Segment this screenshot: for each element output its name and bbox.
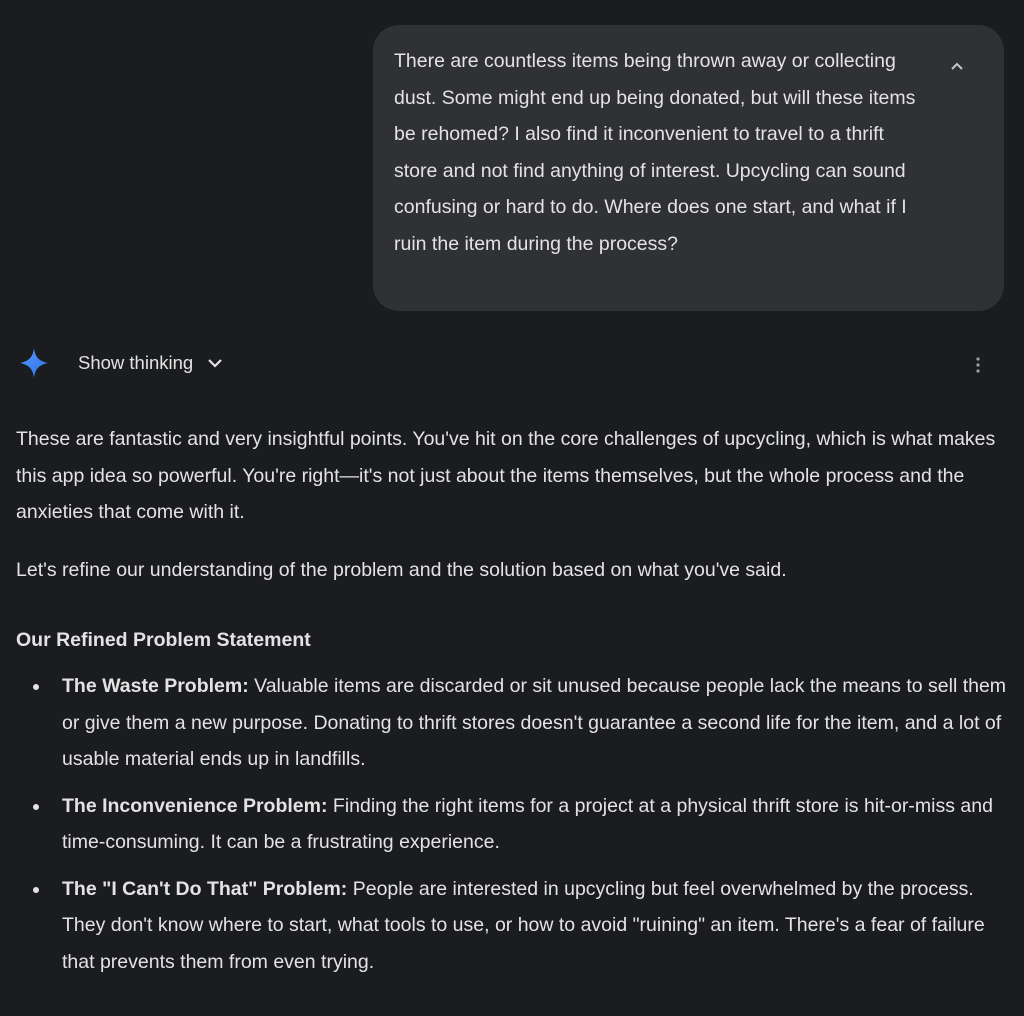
list-item <box>62 788 1011 861</box>
show-thinking-label: Show thinking <box>78 352 194 373</box>
chevron-up-icon <box>950 61 964 71</box>
chevron-down-icon <box>207 358 223 368</box>
response-body <box>16 421 1011 990</box>
response-paragraph: Let's refine our understanding of the problem and the solution based on what you've said. <box>16 558 787 581</box>
problem-list <box>16 668 1011 980</box>
more-vertical-icon <box>976 357 980 373</box>
list-item-title: The "I Can't Do That" Problem: <box>62 877 348 900</box>
gemini-sparkle-icon <box>18 347 50 379</box>
user-message-bubble <box>373 25 1004 311</box>
more-options-button[interactable] <box>968 353 988 377</box>
response-header <box>18 347 223 379</box>
show-thinking-button[interactable] <box>78 352 223 374</box>
list-item-text: Finding the right items for a project at a physical thrift store is hit-or-miss and time-consuming. It can be a frustrating experience. <box>62 794 993 853</box>
list-item <box>62 668 1011 778</box>
list-item-text: People are interested in upcycling but feel overwhelmed by the process. They don't know where to start, what tools to use, or how to avoid "ruining" an item. There's a fear of failure that prevents them from even trying. <box>62 877 985 973</box>
list-item-title: The Waste Problem: <box>62 675 249 697</box>
list-item <box>62 871 1011 981</box>
list-item-text: Valuable items are discarded or sit unused because people lack the means to sell them or give them a new purpose. Donating to thrift stores doesn't guarantee a second life for the item, and a lot of usable material ends up in landfills. <box>62 675 1007 770</box>
list-item-title: The Inconvenience Problem: <box>62 794 328 817</box>
response-paragraph: These are fantastic and very insightful points. You've hit on the core challenges of upcycling, which is what makes this app idea so powerful. You're right—it's not just about the items themselves, but the whole process and the anxieties that come with it. <box>16 428 996 523</box>
user-message-text: There are countless items being thrown away or collecting dust. Some might end up being donated, but will these items be rehomed? I also find it inconvenient to travel to a thrift store and not find anything of interest. Upcycling can sound confusing or hard to do. Where does one start, and what if I ruin the item during the process? <box>394 50 916 255</box>
collapse-message-button[interactable] <box>944 53 970 79</box>
section-heading: Our Refined Problem Statement <box>16 629 311 651</box>
